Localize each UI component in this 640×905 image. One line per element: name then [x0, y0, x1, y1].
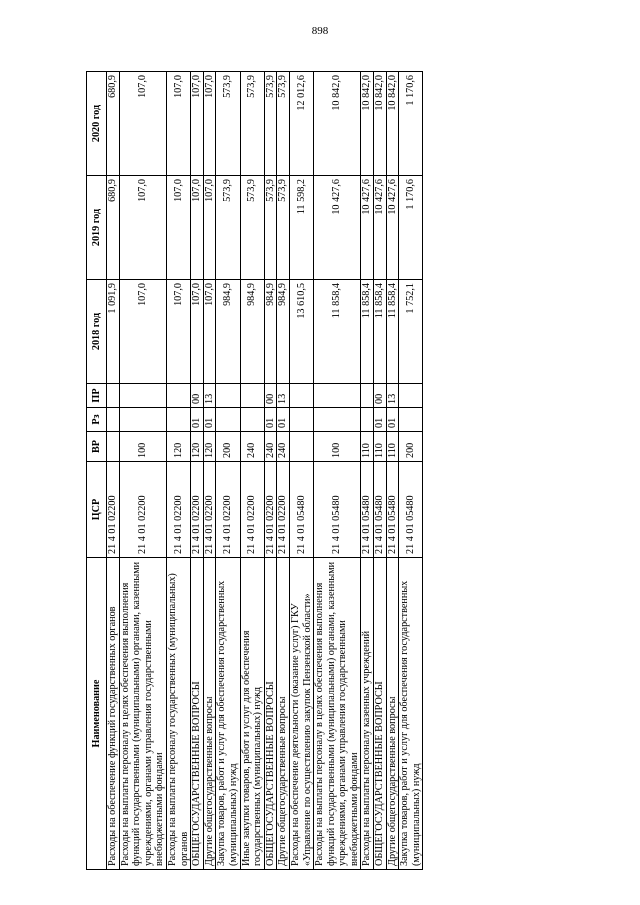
cell-rz	[289, 408, 313, 432]
cell-2020: 12 012,6	[289, 72, 313, 176]
cell-rz: 01	[374, 408, 387, 432]
cell-csr: 21 4 01 02200	[203, 462, 216, 558]
cell-name: Расходы на обеспечение деятельности (оказание услуг) ГКУ «Управление по осуществлению закупок Пензенской области»	[289, 558, 313, 870]
header-row	[87, 72, 107, 870]
cell-vr: 240	[264, 432, 277, 462]
table-row	[191, 72, 204, 870]
table-row	[289, 72, 313, 870]
cell-2019: 10 427,6	[374, 176, 387, 280]
budget-table	[86, 71, 423, 870]
cell-csr: 21 4 01 05480	[314, 462, 361, 558]
cell-rz	[119, 408, 166, 432]
cell-rz: 01	[386, 408, 399, 432]
cell-csr: 21 4 01 05480	[289, 462, 313, 558]
cell-csr: 21 4 01 02200	[264, 462, 277, 558]
cell-vr: 110	[361, 432, 374, 462]
cell-csr: 21 4 01 05480	[386, 462, 399, 558]
cell-csr: 21 4 01 02200	[277, 462, 290, 558]
cell-name: Другие общегосударственные вопросы	[386, 558, 399, 870]
cell-2019: 1 170,6	[399, 176, 423, 280]
cell-2020: 107,0	[119, 72, 166, 176]
header-name: Наименование	[87, 558, 107, 870]
cell-pr: 13	[386, 384, 399, 408]
cell-2019: 107,0	[119, 176, 166, 280]
cell-pr	[289, 384, 313, 408]
cell-name: Расходы на обеспечение функций государственных органов	[107, 558, 120, 870]
cell-name: Расходы на выплаты персоналу казенных учреждений	[361, 558, 374, 870]
cell-csr: 21 4 01 02200	[191, 462, 204, 558]
cell-rz: 01	[277, 408, 290, 432]
cell-name: Расходы на выплаты персоналу в целях обеспечения выполнения функций государственными (муниципальными) органами, казенными учреждениями, органами управления государственными внебюджетными фондами	[314, 558, 361, 870]
cell-vr: 200	[399, 432, 423, 462]
cell-2018: 11 858,4	[374, 280, 387, 384]
table-row	[203, 72, 216, 870]
cell-2019: 573,9	[277, 176, 290, 280]
cell-2019: 107,0	[191, 176, 204, 280]
cell-rz	[361, 408, 374, 432]
cell-rz: 01	[191, 408, 204, 432]
header-pr: ПР	[87, 384, 107, 408]
cell-vr: 240	[240, 432, 264, 462]
page-number: 898	[311, 25, 329, 37]
cell-2020: 107,0	[166, 72, 190, 176]
cell-pr: 00	[264, 384, 277, 408]
cell-vr: 240	[277, 432, 290, 462]
cell-name: Другие общегосударственные вопросы	[203, 558, 216, 870]
table-row	[119, 72, 166, 870]
cell-csr: 21 4 01 02200	[166, 462, 190, 558]
cell-vr: 100	[119, 432, 166, 462]
cell-2019: 10 427,6	[314, 176, 361, 280]
table-row	[399, 72, 423, 870]
cell-vr: 120	[203, 432, 216, 462]
cell-pr	[166, 384, 190, 408]
cell-2020: 10 842,0	[386, 72, 399, 176]
cell-2018: 11 858,4	[361, 280, 374, 384]
cell-csr: 21 4 01 05480	[361, 462, 374, 558]
table-body	[107, 72, 423, 870]
cell-csr: 21 4 01 02200	[216, 462, 240, 558]
cell-pr	[361, 384, 374, 408]
cell-pr	[399, 384, 423, 408]
cell-2020: 680,9	[107, 72, 120, 176]
cell-name: ОБЩЕГОСУДАРСТВЕННЫЕ ВОПРОСЫ	[374, 558, 387, 870]
cell-name: Другие общегосударственные вопросы	[277, 558, 290, 870]
cell-2020: 573,9	[264, 72, 277, 176]
header-2019: 2019 год	[87, 176, 107, 280]
rotated-table-container	[86, 72, 556, 870]
cell-vr	[289, 432, 313, 462]
cell-csr: 21 4 01 02200	[119, 462, 166, 558]
cell-2018: 107,0	[119, 280, 166, 384]
header-2020: 2020 год	[87, 72, 107, 176]
cell-2018: 1 752,1	[399, 280, 423, 384]
table-row	[166, 72, 190, 870]
cell-2019: 573,9	[264, 176, 277, 280]
header-csr: ЦСР	[87, 462, 107, 558]
header-vr: ВР	[87, 432, 107, 462]
cell-vr: 100	[314, 432, 361, 462]
cell-2019: 573,9	[240, 176, 264, 280]
cell-2018: 107,0	[191, 280, 204, 384]
cell-2020: 573,9	[277, 72, 290, 176]
cell-csr: 21 4 01 05480	[399, 462, 423, 558]
cell-2018: 984,9	[216, 280, 240, 384]
table-row	[216, 72, 240, 870]
cell-2019: 107,0	[203, 176, 216, 280]
cell-vr: 120	[166, 432, 190, 462]
cell-vr: 110	[386, 432, 399, 462]
cell-2020: 10 842,0	[374, 72, 387, 176]
cell-vr: 200	[216, 432, 240, 462]
table-row	[386, 72, 399, 870]
cell-name: ОБЩЕГОСУДАРСТВЕННЫЕ ВОПРОСЫ	[191, 558, 204, 870]
header-rz: Рз	[87, 408, 107, 432]
cell-name: Закупка товаров, работ и услуг для обеспечения государственных (муниципальных) нужд	[399, 558, 423, 870]
cell-csr: 21 4 01 02200	[107, 462, 120, 558]
cell-rz	[216, 408, 240, 432]
cell-pr: 00	[191, 384, 204, 408]
cell-2019: 107,0	[166, 176, 190, 280]
table-row	[374, 72, 387, 870]
table-row	[277, 72, 290, 870]
table-row	[361, 72, 374, 870]
cell-2018: 11 858,4	[314, 280, 361, 384]
cell-name: Расходы на выплаты персоналу в целях обеспечения выполнения функций государственными (муниципальными) органами, казенными учреждениями, органами управления государственными внебюджетными фондами	[119, 558, 166, 870]
cell-rz	[314, 408, 361, 432]
cell-vr: 120	[191, 432, 204, 462]
cell-2020: 573,9	[216, 72, 240, 176]
cell-rz	[399, 408, 423, 432]
cell-2018: 984,9	[240, 280, 264, 384]
cell-2018: 107,0	[203, 280, 216, 384]
cell-rz: 01	[264, 408, 277, 432]
cell-2019: 11 598,2	[289, 176, 313, 280]
cell-rz: 01	[203, 408, 216, 432]
cell-2018: 984,9	[264, 280, 277, 384]
cell-name: Закупка товаров, работ и услуг для обеспечения государственных (муниципальных) нужд	[216, 558, 240, 870]
cell-2018: 107,0	[166, 280, 190, 384]
cell-2019: 680,9	[107, 176, 120, 280]
cell-2020: 107,0	[203, 72, 216, 176]
cell-pr	[107, 384, 120, 408]
table-row	[107, 72, 120, 870]
cell-name: Расходы на выплаты персоналу государственных (муниципальных) органов	[166, 558, 190, 870]
cell-vr	[107, 432, 120, 462]
cell-name: ОБЩЕГОСУДАРСТВЕННЫЕ ВОПРОСЫ	[264, 558, 277, 870]
cell-pr	[314, 384, 361, 408]
cell-rz	[166, 408, 190, 432]
cell-2018: 13 610,5	[289, 280, 313, 384]
cell-rz	[240, 408, 264, 432]
cell-pr	[119, 384, 166, 408]
cell-2018: 1 091,9	[107, 280, 120, 384]
cell-pr	[216, 384, 240, 408]
cell-2019: 573,9	[216, 176, 240, 280]
header-2018: 2018 год	[87, 280, 107, 384]
cell-vr: 110	[374, 432, 387, 462]
cell-2020: 573,9	[240, 72, 264, 176]
cell-pr: 00	[374, 384, 387, 408]
cell-2020: 107,0	[191, 72, 204, 176]
cell-name: Иные закупки товаров, работ и услуг для обеспечения государственных (муниципальных) нужд	[240, 558, 264, 870]
cell-2018: 984,9	[277, 280, 290, 384]
cell-2019: 10 427,6	[386, 176, 399, 280]
cell-csr: 21 4 01 02200	[240, 462, 264, 558]
cell-pr	[240, 384, 264, 408]
cell-csr: 21 4 01 05480	[374, 462, 387, 558]
cell-2020: 10 842,0	[361, 72, 374, 176]
cell-rz	[107, 408, 120, 432]
cell-2018: 11 858,4	[386, 280, 399, 384]
table-row	[314, 72, 361, 870]
cell-pr: 13	[277, 384, 290, 408]
table-row	[264, 72, 277, 870]
cell-2019: 10 427,6	[361, 176, 374, 280]
table-row	[240, 72, 264, 870]
cell-pr: 13	[203, 384, 216, 408]
cell-2020: 10 842,0	[314, 72, 361, 176]
cell-2020: 1 170,6	[399, 72, 423, 176]
